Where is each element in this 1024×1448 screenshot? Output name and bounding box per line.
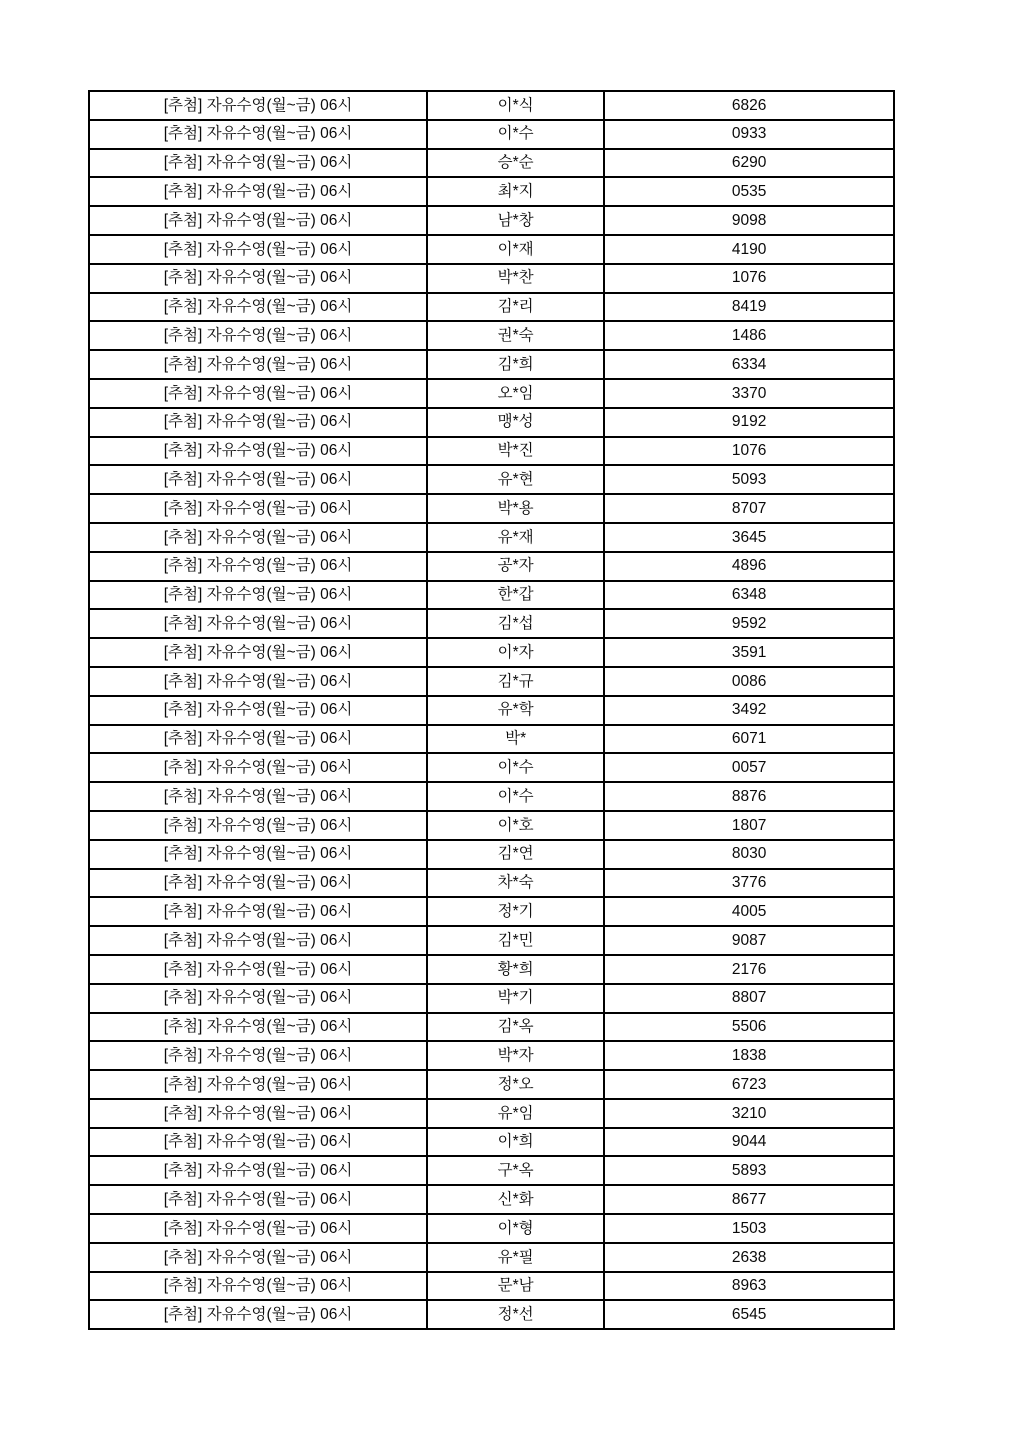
table-row <box>89 1099 894 1128</box>
program-cell: [추첨] 자유수영(월~금) 06시 <box>89 1099 427 1128</box>
program-cell: [추첨] 자유수영(월~금) 06시 <box>89 437 427 466</box>
draw-number-cell: 1076 <box>604 264 894 293</box>
program-cell: [추첨] 자유수영(월~금) 06시 <box>89 609 427 638</box>
draw-number-cell: 8876 <box>604 782 894 811</box>
table-row <box>89 1070 894 1099</box>
draw-number-cell: 9192 <box>604 408 894 437</box>
program-cell: [추첨] 자유수영(월~금) 06시 <box>89 321 427 350</box>
program-cell: [추첨] 자유수영(월~금) 06시 <box>89 1214 427 1243</box>
table-row <box>89 1300 894 1329</box>
program-cell: [추첨] 자유수영(월~금) 06시 <box>89 206 427 235</box>
draw-number-cell: 2176 <box>604 955 894 984</box>
draw-number-cell: 6071 <box>604 725 894 754</box>
program-cell: [추첨] 자유수영(월~금) 06시 <box>89 149 427 178</box>
masked-name-cell: 박*진 <box>427 437 604 466</box>
draw-number-cell: 3645 <box>604 523 894 552</box>
program-cell: [추첨] 자유수영(월~금) 06시 <box>89 984 427 1013</box>
program-cell: [추첨] 자유수영(월~금) 06시 <box>89 638 427 667</box>
masked-name-cell: 유*재 <box>427 523 604 552</box>
draw-number-cell: 6826 <box>604 91 894 120</box>
table-row <box>89 725 894 754</box>
masked-name-cell: 차*숙 <box>427 869 604 898</box>
program-cell: [추첨] 자유수영(월~금) 06시 <box>89 264 427 293</box>
program-cell: [추첨] 자유수영(월~금) 06시 <box>89 581 427 610</box>
table-row <box>89 552 894 581</box>
draw-number-cell: 9087 <box>604 926 894 955</box>
table-row <box>89 235 894 264</box>
masked-name-cell: 정*기 <box>427 897 604 926</box>
table-row <box>89 955 894 984</box>
program-cell: [추첨] 자유수영(월~금) 06시 <box>89 926 427 955</box>
program-cell: [추첨] 자유수영(월~금) 06시 <box>89 350 427 379</box>
draw-number-cell: 6723 <box>604 1070 894 1099</box>
draw-number-cell: 8807 <box>604 984 894 1013</box>
program-cell: [추첨] 자유수영(월~금) 06시 <box>89 1243 427 1272</box>
draw-number-cell: 6334 <box>604 350 894 379</box>
draw-number-cell: 0057 <box>604 753 894 782</box>
draw-number-cell: 1076 <box>604 437 894 466</box>
table-row <box>89 437 894 466</box>
masked-name-cell: 김*민 <box>427 926 604 955</box>
program-cell: [추첨] 자유수영(월~금) 06시 <box>89 840 427 869</box>
table-row <box>89 149 894 178</box>
masked-name-cell: 맹*성 <box>427 408 604 437</box>
masked-name-cell: 유*현 <box>427 465 604 494</box>
program-cell: [추첨] 자유수영(월~금) 06시 <box>89 235 427 264</box>
table-row <box>89 293 894 322</box>
draw-results-table <box>88 90 895 1330</box>
masked-name-cell: 정*오 <box>427 1070 604 1099</box>
draw-number-cell: 5893 <box>604 1156 894 1185</box>
table-row <box>89 350 894 379</box>
table-row <box>89 638 894 667</box>
draw-number-cell: 8707 <box>604 494 894 523</box>
table-row <box>89 1128 894 1157</box>
table-row <box>89 1013 894 1042</box>
table-row <box>89 206 894 235</box>
table-row <box>89 753 894 782</box>
masked-name-cell: 김*섭 <box>427 609 604 638</box>
draw-number-cell: 6348 <box>604 581 894 610</box>
table-row <box>89 523 894 552</box>
draw-number-cell: 4190 <box>604 235 894 264</box>
table-row <box>89 667 894 696</box>
table-row <box>89 609 894 638</box>
program-cell: [추첨] 자유수영(월~금) 06시 <box>89 177 427 206</box>
program-cell: [추첨] 자유수영(월~금) 06시 <box>89 465 427 494</box>
draw-number-cell: 3370 <box>604 379 894 408</box>
masked-name-cell: 박*기 <box>427 984 604 1013</box>
draw-number-cell: 3776 <box>604 869 894 898</box>
draw-number-cell: 0535 <box>604 177 894 206</box>
table-row <box>89 120 894 149</box>
draw-number-cell: 0933 <box>604 120 894 149</box>
draw-number-cell: 8030 <box>604 840 894 869</box>
draw-number-cell: 4896 <box>604 552 894 581</box>
masked-name-cell: 박*자 <box>427 1041 604 1070</box>
masked-name-cell: 이*희 <box>427 1128 604 1157</box>
draw-number-cell: 4005 <box>604 897 894 926</box>
masked-name-cell: 황*희 <box>427 955 604 984</box>
masked-name-cell: 오*임 <box>427 379 604 408</box>
draw-number-cell: 6290 <box>604 149 894 178</box>
program-cell: [추첨] 자유수영(월~금) 06시 <box>89 1185 427 1214</box>
program-cell: [추첨] 자유수영(월~금) 06시 <box>89 667 427 696</box>
table-row <box>89 1243 894 1272</box>
masked-name-cell: 승*순 <box>427 149 604 178</box>
program-cell: [추첨] 자유수영(월~금) 06시 <box>89 120 427 149</box>
draw-number-cell: 9044 <box>604 1128 894 1157</box>
masked-name-cell: 최*지 <box>427 177 604 206</box>
masked-name-cell: 이*수 <box>427 782 604 811</box>
masked-name-cell: 유*임 <box>427 1099 604 1128</box>
program-cell: [추첨] 자유수영(월~금) 06시 <box>89 811 427 840</box>
table-row <box>89 1272 894 1301</box>
masked-name-cell: 권*숙 <box>427 321 604 350</box>
draw-number-cell: 8677 <box>604 1185 894 1214</box>
masked-name-cell: 이*식 <box>427 91 604 120</box>
draw-number-cell: 1807 <box>604 811 894 840</box>
program-cell: [추첨] 자유수영(월~금) 06시 <box>89 725 427 754</box>
table-row <box>89 869 894 898</box>
program-cell: [추첨] 자유수영(월~금) 06시 <box>89 782 427 811</box>
program-cell: [추첨] 자유수영(월~금) 06시 <box>89 1300 427 1329</box>
masked-name-cell: 김*희 <box>427 350 604 379</box>
masked-name-cell: 김*연 <box>427 840 604 869</box>
masked-name-cell: 구*옥 <box>427 1156 604 1185</box>
table-row <box>89 177 894 206</box>
program-cell: [추첨] 자유수영(월~금) 06시 <box>89 1156 427 1185</box>
program-cell: [추첨] 자유수영(월~금) 06시 <box>89 91 427 120</box>
masked-name-cell: 이*수 <box>427 753 604 782</box>
draw-number-cell: 1486 <box>604 321 894 350</box>
masked-name-cell: 이*수 <box>427 120 604 149</box>
table-row <box>89 811 894 840</box>
program-cell: [추첨] 자유수영(월~금) 06시 <box>89 696 427 725</box>
program-cell: [추첨] 자유수영(월~금) 06시 <box>89 1272 427 1301</box>
draw-number-cell: 3492 <box>604 696 894 725</box>
program-cell: [추첨] 자유수영(월~금) 06시 <box>89 955 427 984</box>
table-row <box>89 840 894 869</box>
table-row <box>89 1156 894 1185</box>
table-row <box>89 984 894 1013</box>
masked-name-cell: 유*필 <box>427 1243 604 1272</box>
draw-number-cell: 8419 <box>604 293 894 322</box>
table-row <box>89 696 894 725</box>
draw-number-cell: 1838 <box>604 1041 894 1070</box>
draw-number-cell: 6545 <box>604 1300 894 1329</box>
table-row <box>89 264 894 293</box>
program-cell: [추첨] 자유수영(월~금) 06시 <box>89 552 427 581</box>
table-row <box>89 897 894 926</box>
masked-name-cell: 남*창 <box>427 206 604 235</box>
masked-name-cell: 이*호 <box>427 811 604 840</box>
draw-number-cell: 5093 <box>604 465 894 494</box>
program-cell: [추첨] 자유수영(월~금) 06시 <box>89 1070 427 1099</box>
masked-name-cell: 공*자 <box>427 552 604 581</box>
program-cell: [추첨] 자유수영(월~금) 06시 <box>89 408 427 437</box>
masked-name-cell: 문*남 <box>427 1272 604 1301</box>
masked-name-cell: 유*학 <box>427 696 604 725</box>
masked-name-cell: 김*규 <box>427 667 604 696</box>
masked-name-cell: 한*갑 <box>427 581 604 610</box>
table-row <box>89 91 894 120</box>
masked-name-cell: 정*선 <box>427 1300 604 1329</box>
draw-number-cell: 2638 <box>604 1243 894 1272</box>
table-row <box>89 1185 894 1214</box>
masked-name-cell: 김*리 <box>427 293 604 322</box>
program-cell: [추첨] 자유수영(월~금) 06시 <box>89 897 427 926</box>
table-row <box>89 465 894 494</box>
program-cell: [추첨] 자유수영(월~금) 06시 <box>89 753 427 782</box>
masked-name-cell: 이*자 <box>427 638 604 667</box>
program-cell: [추첨] 자유수영(월~금) 06시 <box>89 869 427 898</box>
masked-name-cell: 이*형 <box>427 1214 604 1243</box>
draw-number-cell: 5506 <box>604 1013 894 1042</box>
draw-number-cell: 3591 <box>604 638 894 667</box>
program-cell: [추첨] 자유수영(월~금) 06시 <box>89 379 427 408</box>
table-row <box>89 926 894 955</box>
masked-name-cell: 박* <box>427 725 604 754</box>
masked-name-cell: 신*화 <box>427 1185 604 1214</box>
table-row <box>89 1041 894 1070</box>
draw-number-cell: 0086 <box>604 667 894 696</box>
program-cell: [추첨] 자유수영(월~금) 06시 <box>89 494 427 523</box>
masked-name-cell: 이*재 <box>427 235 604 264</box>
results-table-body <box>89 91 894 1329</box>
table-row <box>89 1214 894 1243</box>
program-cell: [추첨] 자유수영(월~금) 06시 <box>89 1041 427 1070</box>
draw-number-cell: 1503 <box>604 1214 894 1243</box>
draw-number-cell: 3210 <box>604 1099 894 1128</box>
program-cell: [추첨] 자유수영(월~금) 06시 <box>89 293 427 322</box>
table-row <box>89 408 894 437</box>
draw-number-cell: 9098 <box>604 206 894 235</box>
masked-name-cell: 김*옥 <box>427 1013 604 1042</box>
table-row <box>89 782 894 811</box>
program-cell: [추첨] 자유수영(월~금) 06시 <box>89 1013 427 1042</box>
draw-number-cell: 9592 <box>604 609 894 638</box>
table-row <box>89 494 894 523</box>
masked-name-cell: 박*찬 <box>427 264 604 293</box>
program-cell: [추첨] 자유수영(월~금) 06시 <box>89 523 427 552</box>
program-cell: [추첨] 자유수영(월~금) 06시 <box>89 1128 427 1157</box>
draw-number-cell: 8963 <box>604 1272 894 1301</box>
masked-name-cell: 박*용 <box>427 494 604 523</box>
table-row <box>89 379 894 408</box>
table-row <box>89 581 894 610</box>
table-row <box>89 321 894 350</box>
